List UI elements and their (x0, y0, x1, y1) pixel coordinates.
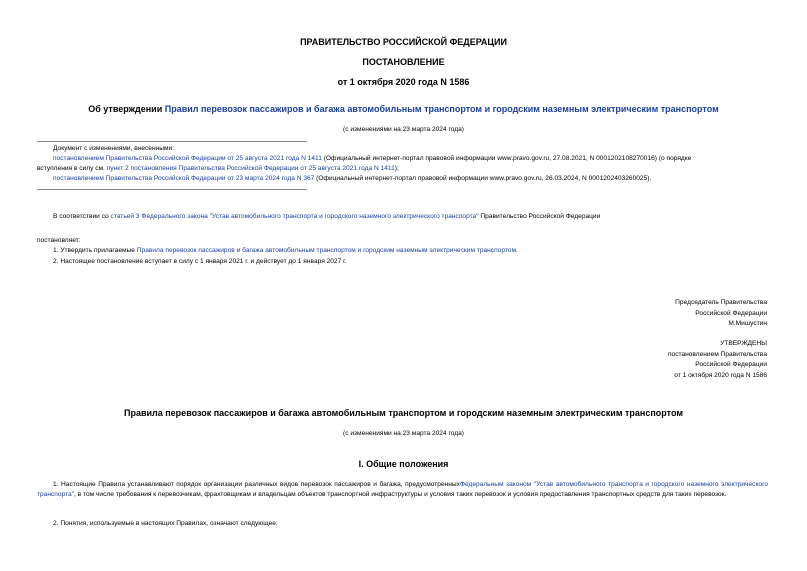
section-1-heading: I. Общие положения (358, 459, 449, 469)
decree-item-1-end: . (516, 247, 518, 254)
change-1411-link[interactable]: постановлением Правительства Российской Федерации от 25 августа 2021 года N 1411 (53, 155, 322, 162)
preamble (53, 212, 773, 222)
rules-paragraph-1 (37, 480, 768, 500)
signature-position: Председатель Правительства (675, 299, 767, 306)
decree-label: постановляет: (37, 237, 81, 244)
rules-paragraph-2: 2. Понятия, используемые в настоящих Правилах, означают следующее: (53, 520, 278, 527)
document-date-number: от 1 октября 2020 года N 1586 (337, 77, 470, 87)
rules-revision-note: (с изменениями на 23 марта 2024 года) (343, 430, 464, 437)
changes-block (37, 144, 768, 184)
signature-country: Российской Федерации (695, 309, 767, 317)
change-1411-clause-link[interactable]: пункт 2 постановления Правительства Российской Федерации от 25 августа 2021 года N 1411 (106, 165, 395, 172)
change-367 (53, 174, 768, 184)
preamble-text-end: Правительство Российской Федерации (478, 213, 601, 220)
government-name: ПРАВИТЕЛЬСТВО РОССИЙСКОЙ ФЕДЕРАЦИИ (300, 37, 507, 47)
rules-law-link[interactable]: Федеральным законом "Устав автомобильного транспорта и городского наземного электрического транспорта" (37, 481, 768, 498)
rules-title: Правила перевозок пассажиров и багажа автомобильным транспортом и городским наземным электрическим транспортом (123, 408, 683, 418)
change-367-link[interactable]: постановлением Правительства Российской Федерации от 23 марта 2024 года N 367 (53, 175, 315, 182)
signature-block (675, 298, 767, 330)
rules-paragraph-1-end: , в том числе требования к перевозчикам, фрахтовщикам и владельцам объектов транспортной инфраструктуры и условия таких перевозок и условия предоставления транспортных средств для таких перевозок. (74, 491, 727, 498)
approved-label: УТВЕРЖДЕНЫ (720, 340, 767, 347)
approved-block (668, 339, 767, 381)
signature-name: М.Мишустин (728, 320, 767, 327)
preamble-law-link[interactable]: статьей 3 Федерального закона "Устав автомобильного транспорта и городского наземного электрического транспорта" (110, 213, 479, 220)
approved-by: постановлением Правительства (667, 350, 767, 358)
changes-intro: Документ с изменениями, внесенными: (53, 145, 175, 152)
change-1411-source: (Официальный интернет-портал правовой информации www.pravo.gov.ru, 27.08.2021, N 0001202108270016) (о порядке (321, 155, 692, 162)
decree-item-2: 2. Настоящее постановление вступает в силу с 1 января 2021 г. и действует до 1 января 2027 г. (53, 258, 347, 265)
change-1411 (53, 154, 768, 164)
changes-bottom-divider (37, 189, 307, 190)
change-1411-effective-end: ); (394, 165, 399, 172)
change-1411-effective-text: вступления в силу см. (37, 165, 107, 172)
rules-paragraph-1-text: 1. Настоящие Правила устанавливают порядок организации различных видов перевозок пассажиров и багажа, предусмотренных (53, 481, 460, 488)
decree-rules-link[interactable]: Правила перевозок пассажиров и багажа автомобильным транспортом и городским наземным электрическим транспортом (136, 247, 517, 254)
title-rules-link[interactable]: Правил перевозок пассажиров и багажа автомобильным транспортом и городским наземным электрическим транспортом (164, 104, 719, 114)
document-type: ПОСТАНОВЛЕНИЕ (362, 57, 445, 67)
document-title (0, 104, 807, 114)
change-1411-effective (37, 164, 768, 174)
revision-note: (с изменениями на 23 марта 2024 года) (343, 126, 464, 133)
approved-country: Российской Федерации (695, 361, 767, 368)
change-367-source: (Официальный интернет-портал правовой информации www.pravo.gov.ru, 26.03.2024, N 0001202403260025). (314, 175, 652, 182)
changes-top-divider (37, 141, 307, 142)
title-prefix: Об утверждении (88, 104, 165, 114)
preamble-text: В соответствии со (53, 213, 111, 220)
decree-item-1 (53, 246, 773, 256)
approved-date: от 1 октября 2020 года N 1586 (674, 371, 767, 379)
decree-item-1-text: 1. Утвердить прилагаемые (53, 247, 137, 254)
